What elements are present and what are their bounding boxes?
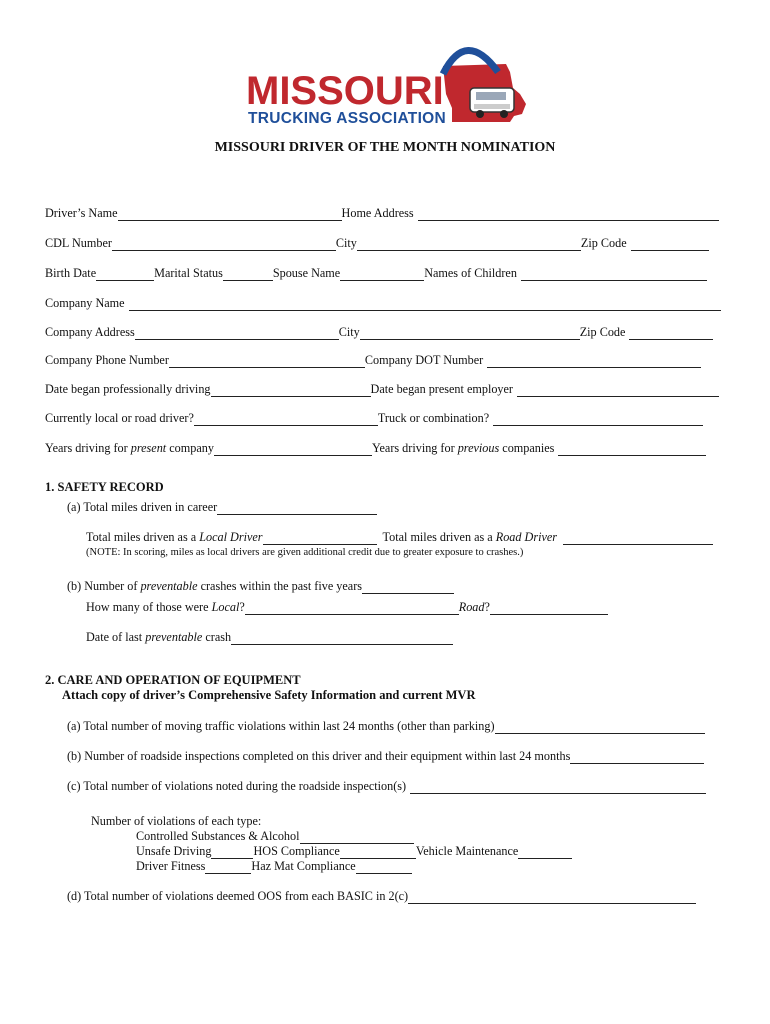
row-company-phone <box>45 350 701 368</box>
label-last-crash: Date of last preventable crash <box>86 630 232 644</box>
company-city-field[interactable] <box>360 326 580 340</box>
label-vehicle-maintenance: Vehicle Maintenance <box>415 844 519 858</box>
oos-violations-field[interactable] <box>408 890 696 904</box>
label-miles-local: Total miles driven as a Local Driver <box>86 530 263 544</box>
label-years-previous: Years driving for previous companies <box>371 441 555 455</box>
label-unsafe-driving: Unsafe Driving <box>136 844 212 858</box>
label-city: City <box>335 236 357 250</box>
row-preventable <box>67 576 454 594</box>
label-controlled-substances: Controlled Substances & Alcohol <box>136 829 300 843</box>
company-address-field[interactable] <box>135 326 339 340</box>
logo-missouri: MISSOURI <box>246 69 444 113</box>
label-local-or-road: Currently local or road driver? <box>45 411 194 425</box>
label-how-many-local: How many of those were Local? <box>86 600 245 614</box>
row-fitness-hazmat <box>136 856 412 874</box>
preventable-field[interactable] <box>362 580 454 594</box>
label-company-name: Company Name <box>45 296 125 310</box>
label-violations-noted: (c) Total number of violations noted during the roadside inspection(s) <box>67 779 407 793</box>
row-last-crash <box>86 627 453 645</box>
label-roadside-inspections: (b) Number of roadside inspections completed on this driver and their equipment within last 24 months <box>67 749 571 763</box>
date-began-prof-field[interactable] <box>211 383 371 397</box>
row-violations-noted <box>67 776 706 794</box>
label-date-began-prof: Date began professionally driving <box>45 382 211 396</box>
spouse-name-field[interactable] <box>340 267 424 281</box>
label-road: Road? <box>458 600 490 614</box>
years-present-field[interactable] <box>214 442 372 456</box>
moving-violations-field[interactable] <box>495 720 705 734</box>
row-birth <box>45 263 707 281</box>
page-title: MISSOURI DRIVER OF THE MONTH NOMINATION <box>214 140 556 155</box>
label-birth-date: Birth Date <box>45 266 97 280</box>
label-home-address: Home Address <box>341 206 414 220</box>
label-violation-types: Number of violations of each type: <box>91 814 262 828</box>
home-address-field[interactable] <box>418 207 719 221</box>
cdl-number-field[interactable] <box>112 237 336 251</box>
label-spouse-name: Spouse Name <box>272 266 341 280</box>
miles-career-field[interactable] <box>217 501 377 515</box>
label-names-of-children: Names of Children <box>424 266 517 280</box>
drivers-name-field[interactable] <box>118 207 342 221</box>
row-cdl <box>45 233 709 251</box>
years-previous-field[interactable] <box>558 442 706 456</box>
logo-graphic <box>238 36 538 128</box>
label-company-phone: Company Phone Number <box>45 353 169 367</box>
label-preventable: (b) Number of preventable crashes within the past five years <box>67 579 363 593</box>
row-roadside-inspections <box>67 746 704 764</box>
section-care-heading: 2. CARE AND OPERATION OF EQUIPMENT <box>45 673 301 687</box>
row-date-began <box>45 379 719 397</box>
section-care-subheading: Attach copy of driver’s Comprehensive Safety Information and current MVR <box>62 688 476 702</box>
vehicle-maintenance-field[interactable] <box>518 845 572 859</box>
logo-trucking: TRUCKING ASSOCIATION <box>248 110 447 127</box>
date-began-employer-field[interactable] <box>517 383 719 397</box>
row-company-address <box>45 322 713 340</box>
label-truck-or-combination: Truck or combination? <box>377 411 490 425</box>
label-hazmat-compliance: Haz Mat Compliance <box>251 859 356 873</box>
label-cdl-number: CDL Number <box>45 236 112 250</box>
label-years-present: Years driving for present company <box>45 441 214 455</box>
label-drivers-name: Driver’s Name <box>45 206 118 220</box>
row-company-name <box>45 293 721 311</box>
row-how-many <box>86 597 608 615</box>
names-of-children-field[interactable] <box>521 267 707 281</box>
label-oos-violations: (d) Total number of violations deemed OOS from each BASIC in 2(c) <box>67 889 409 903</box>
last-crash-field[interactable] <box>231 631 453 645</box>
row-driver-name <box>45 203 719 221</box>
marital-status-field[interactable] <box>223 267 273 281</box>
company-phone-field[interactable] <box>169 354 365 368</box>
city-field[interactable] <box>357 237 581 251</box>
company-dot-field[interactable] <box>487 354 701 368</box>
label-hos-compliance: HOS Compliance <box>253 844 340 858</box>
label-zip-code: Zip Code <box>580 236 627 250</box>
safety-note: (NOTE: In scoring, miles as local drivers are given additional credit due to greater exposure to crashes.) <box>86 547 524 558</box>
label-marital-status: Marital Status <box>154 266 223 280</box>
label-company-address: Company Address <box>45 325 135 339</box>
company-zip-field[interactable] <box>629 326 713 340</box>
hazmat-compliance-field[interactable] <box>356 860 412 874</box>
label-miles-road: Total miles driven as a Road Driver <box>382 530 558 544</box>
row-miles-career <box>67 497 377 515</box>
label-date-began-employer: Date began present employer <box>370 382 513 396</box>
row-local-road <box>45 408 703 426</box>
violations-noted-field[interactable] <box>410 780 706 794</box>
driver-fitness-field[interactable] <box>205 860 251 874</box>
label-company-zip: Zip Code <box>579 325 626 339</box>
miles-road-field[interactable] <box>563 531 713 545</box>
zip-code-field[interactable] <box>631 237 709 251</box>
row-oos-violations <box>67 886 696 904</box>
label-driver-fitness: Driver Fitness <box>136 859 206 873</box>
local-or-road-field[interactable] <box>194 412 378 426</box>
mta-logo <box>238 36 538 128</box>
label-company-city: City <box>338 325 360 339</box>
label-company-dot: Company DOT Number <box>364 353 484 367</box>
label-miles-career: (a) Total miles driven in career <box>67 500 218 514</box>
truck-or-combination-field[interactable] <box>493 412 703 426</box>
birth-date-field[interactable] <box>96 267 154 281</box>
row-years-driving <box>45 438 706 456</box>
how-many-local-field[interactable] <box>245 601 459 615</box>
label-moving-violations: (a) Total number of moving traffic violations within last 24 months (other than parking) <box>67 719 495 733</box>
road-field[interactable] <box>490 601 608 615</box>
row-moving-violations <box>67 716 705 734</box>
company-name-field[interactable] <box>129 297 721 311</box>
roadside-inspections-field[interactable] <box>570 750 704 764</box>
section-safety-heading: 1. SAFETY RECORD <box>45 480 164 494</box>
